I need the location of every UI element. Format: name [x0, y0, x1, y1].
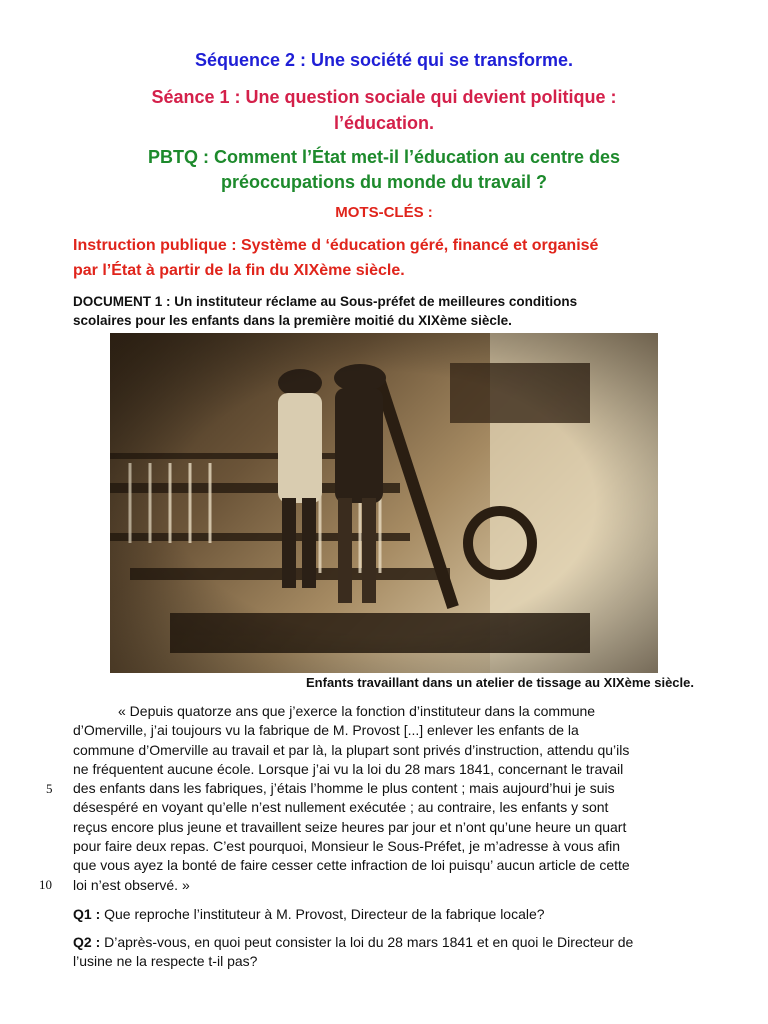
definition-line1: Instruction publique : Système d ‘éducation géré, financé et organisé	[73, 237, 599, 254]
seance-title-line2: l’éducation.	[333, 113, 434, 133]
quote-line: que vous ayez la bonté de faire cesser cette infraction de loi puisqu’ aucun article de cette	[73, 857, 630, 874]
pbtq-question	[0, 145, 768, 195]
question-2-line2: l’usine ne la respecte t-il pas?	[73, 953, 258, 969]
line-number-5: 5	[46, 781, 53, 796]
pbtq-line2: préoccupations du monde du travail ?	[220, 172, 548, 192]
question-2-label: Q2 :	[73, 934, 101, 950]
pbtq-line1: PBTQ : Comment l’État met-il l’éducation au centre des	[147, 147, 621, 167]
definition-line2: par l’État à partir de la fin du XIXème siècle.	[73, 262, 405, 279]
quote-line: loi n’est observé. »	[73, 876, 190, 893]
quote-line: ne fréquentent aucune école. Lorsque j’ai vu la loi du 28 mars 1841, concernant le travail	[73, 760, 624, 777]
photo-caption: Enfants travaillant dans un atelier de tissage au XIXème siècle.	[306, 675, 694, 690]
seance-title	[0, 84, 768, 136]
mots-cles-heading: MOTS-CLÉS :	[335, 204, 433, 221]
line-number-10: 10	[39, 877, 52, 892]
question-2-line1-row	[73, 933, 713, 952]
quote-line: commune d’Omerville au travail et par là, la plupart sont privés d’instruction, attendu qu’ils	[73, 741, 630, 758]
question-1	[73, 905, 713, 924]
question-2-line1: D’après-vous, en quoi peut consister la loi du 28 mars 1841 et en quoi le Directeur de	[104, 934, 634, 950]
quote-line: désespéré en voyant qu’elle n’est nullement exécutée ; au contraire, les enfants y sont	[73, 799, 609, 816]
question-2	[73, 933, 713, 971]
quote-line: reçus encore plus jeune et travaillent seize heures par jour et n’ont qu’une heure un quart	[73, 818, 627, 835]
definition	[73, 233, 713, 283]
quote-block	[73, 702, 713, 895]
document-title-line2: scolaires pour les enfants dans la première moitié du XIXème siècle.	[73, 313, 512, 328]
quote-line: des enfants dans les fabriques, j’étais l’homme le plus content ; mais aujourd’hui je suis	[73, 780, 615, 797]
document-title-line1: DOCUMENT 1 : Un instituteur réclame au Sous-préfet de meilleures conditions	[73, 294, 578, 309]
sequence-title: Séquence 2 : Une société qui se transforme.	[194, 50, 574, 70]
seance-title-line1: Séance 1 : Une question sociale qui devient politique :	[151, 87, 617, 107]
document-title	[73, 292, 713, 330]
quote-line: pour faire deux repas. C’est pourquoi, Monsieur le Sous-Préfet, je m’adresse à vous afin	[73, 838, 621, 855]
quote-line: d’Omerville, j’ai toujours vu la fabrique de M. Provost [...] enlever les enfants de la	[73, 722, 579, 739]
quote-line: « Depuis quatorze ans que j’exerce la fonction d’instituteur dans la commune	[118, 703, 596, 719]
question-1-label: Q1 :	[73, 906, 101, 922]
photo-illustration	[110, 333, 658, 673]
document-photo	[110, 333, 658, 673]
question-1-text: Que reproche l’instituteur à M. Provost, Directeur de la fabrique locale?	[104, 906, 545, 922]
